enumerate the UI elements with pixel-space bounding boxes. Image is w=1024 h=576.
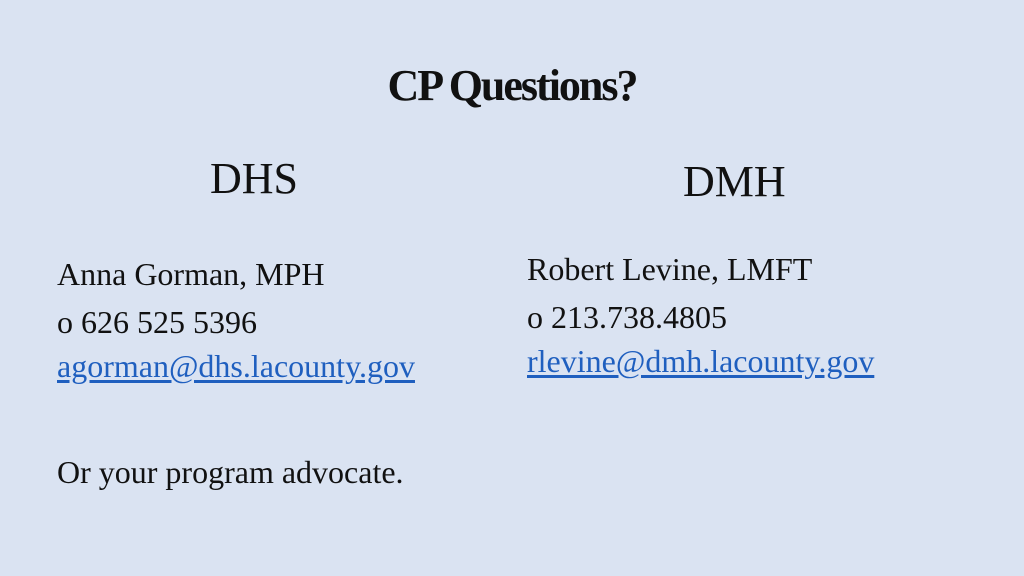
dmh-contact-phone: o 213.738.4805	[527, 299, 727, 335]
program-advocate-note: Or your program advocate.	[57, 454, 404, 490]
dhs-contact-email-link[interactable]: agorman@dhs.lacounty.gov	[57, 348, 415, 384]
dhs-contact-block	[57, 250, 415, 390]
dmh-contact-block	[527, 245, 874, 385]
dmh-contact-email-link[interactable]: rlevine@dmh.lacounty.gov	[527, 343, 875, 379]
dhs-contact-phone: o 626 525 5396	[57, 304, 257, 340]
dmh-heading: DMH	[683, 157, 786, 206]
slide-title: CP Questions?	[387, 61, 637, 110]
dhs-heading: DHS	[210, 154, 299, 203]
dmh-contact-name: Robert Levine, LMFT	[527, 251, 813, 287]
dhs-contact-name: Anna Gorman, MPH	[57, 256, 325, 292]
